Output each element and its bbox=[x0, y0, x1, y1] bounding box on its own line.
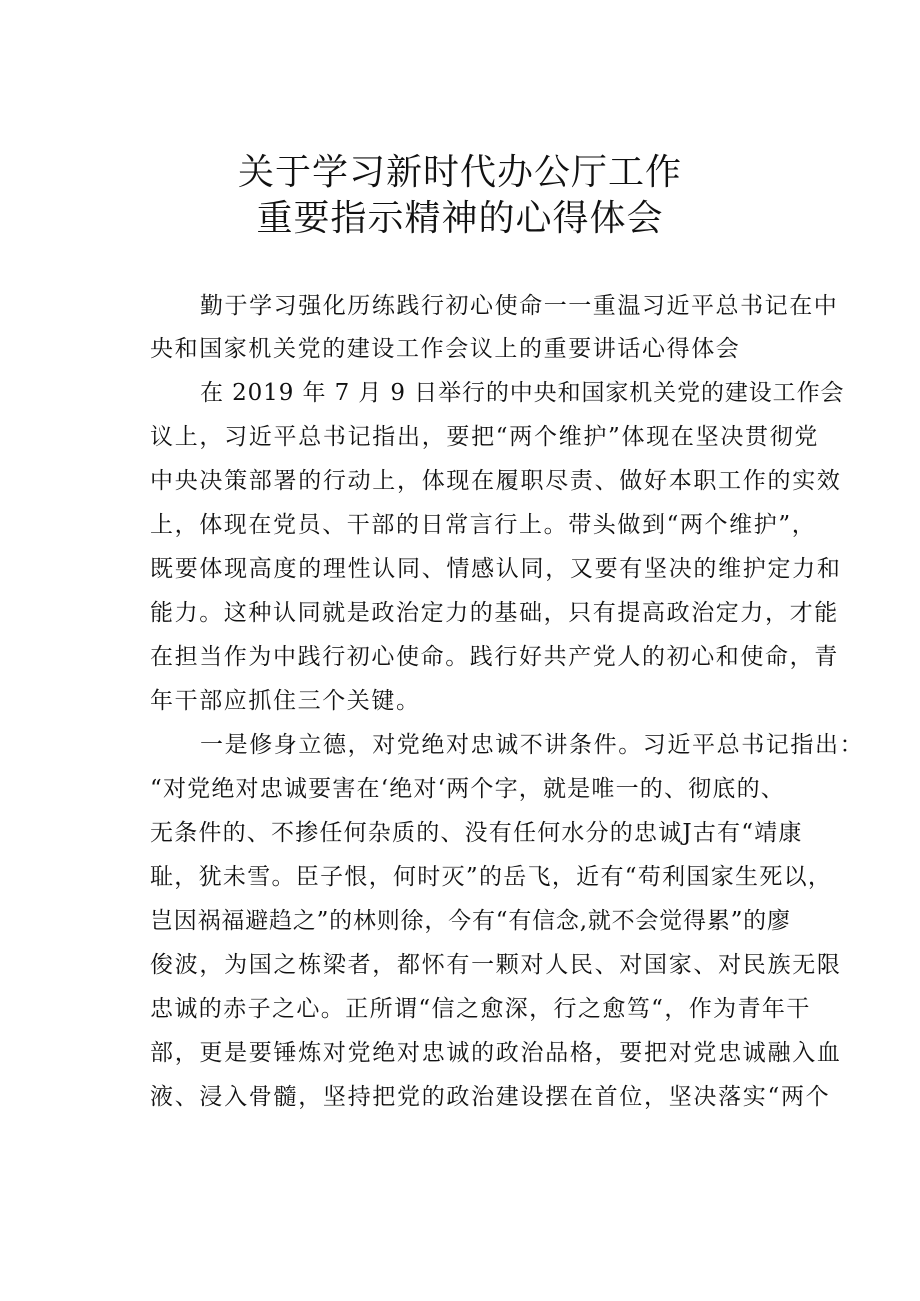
paragraph-2-line-8 bbox=[0, 680, 920, 722]
paragraph-3-line-9 bbox=[0, 1076, 920, 1118]
paragraph-text: 年干部应抓住三个关键。 bbox=[150, 688, 421, 714]
paragraph-3-line-5 bbox=[0, 900, 920, 942]
paragraph-3-line-8 bbox=[0, 1032, 920, 1074]
paragraph-1-line-2 bbox=[0, 328, 920, 370]
paragraph-2-line-6 bbox=[0, 592, 920, 634]
paragraph-2-line-7 bbox=[0, 636, 920, 678]
paragraph-3-line-1 bbox=[0, 724, 920, 766]
paragraph-text: 耻，犹未雪。臣子恨，何时灭”的岳飞，近有“苟利国家生死以， bbox=[150, 864, 833, 890]
paragraph-text: 议上，习近平总书记指出，要把“两个维护”体现在坚决贯彻党 bbox=[150, 424, 820, 450]
paragraph-2-line-5 bbox=[0, 548, 920, 590]
paragraph-text: 既要体现高度的理性认同、情感认同，又要有坚决的维护定力和 bbox=[150, 556, 842, 582]
paragraph-2-line-2 bbox=[0, 416, 920, 458]
paragraph-3-line-4 bbox=[0, 856, 920, 898]
paragraph-text: 央和国家机关党的建设工作会议上的重要讲话心得体会 bbox=[150, 336, 741, 362]
paragraph-text: “对党绝对忠诚要害在‘绝对‘两个字，就是唯一的、彻底的、 bbox=[150, 776, 785, 802]
paragraph-text: 中央决策部署的行动上，体现在履职尽责、做好本职工作的实效 bbox=[150, 468, 842, 494]
paragraph-text: 一是修身立德，对党绝对忠诚不讲条件。习近平总书记指出： bbox=[200, 732, 865, 758]
title-line-1: 关于学习新时代办公厅工作 bbox=[237, 152, 682, 193]
paragraph-2-line-3 bbox=[0, 460, 920, 502]
paragraph-2-line-4 bbox=[0, 504, 920, 546]
paragraph-text: 俊波，为国之栋梁者，都怀有一颗对人民、对国家、对民族无限 bbox=[150, 952, 842, 978]
paragraph-text: 无条件的、不掺任何杂质的、没有任何水分的忠诚J古有“靖康 bbox=[150, 820, 803, 846]
paragraph-1-line-1 bbox=[0, 285, 920, 327]
paragraph-text: 上，体现在党员、干部的日常言行上。带头做到“两个维护”， bbox=[150, 512, 817, 538]
document-title bbox=[0, 150, 920, 242]
paragraph-text: 能力。这种认同就是政治定力的基础，只有提高政治定力，才能 bbox=[150, 600, 839, 626]
paragraph-2-line-1 bbox=[0, 372, 920, 414]
paragraph-text: 忠诚的赤子之心。正所谓“信之愈深，行之愈笃“，作为青年干 bbox=[150, 996, 811, 1022]
paragraph-3-line-2 bbox=[0, 768, 920, 810]
paragraph-text: 液、浸入骨髓，坚持把党的政治建设摆在首位，坚决落实“两个 bbox=[150, 1084, 831, 1110]
paragraph-3-line-7 bbox=[0, 988, 920, 1030]
paragraph-text: 在担当作为中践行初心使命。践行好共产党人的初心和使命，青 bbox=[150, 644, 839, 670]
title-line-2: 重要指示精神的心得体会 bbox=[256, 198, 664, 239]
paragraph-3-line-6 bbox=[0, 944, 920, 986]
paragraph-3-line-3 bbox=[0, 812, 920, 854]
paragraph-text: 岂因祸福避趋之”的林则徐，今有“有信念,就不会觉得累”的廖 bbox=[150, 908, 791, 934]
paragraph-text: 在 2019 年 7 月 9 日举行的中央和国家机关党的建设工作会 bbox=[200, 380, 845, 406]
paragraph-text: 勤于学习强化历练践行初心使命一一重温习近平总书记在中 bbox=[200, 293, 839, 319]
paragraph-text: 部，更是要锤炼对党绝对忠诚的政治品格，要把对党忠诚融入血 bbox=[150, 1040, 842, 1066]
